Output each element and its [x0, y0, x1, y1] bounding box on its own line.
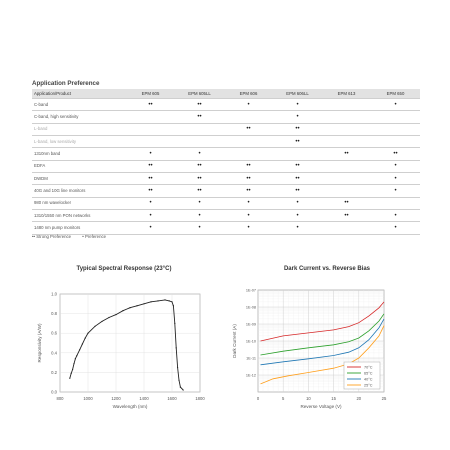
dark-current-chart — [230, 282, 420, 432]
preference-cell: •• — [126, 99, 175, 111]
preference-cell: • — [371, 222, 420, 234]
preference-cell — [224, 148, 273, 160]
application-name-cell: 1310/1550 nm PON networks — [32, 210, 126, 222]
data-point — [178, 380, 179, 381]
preference-cell: •• — [126, 185, 175, 197]
preference-cell: • — [175, 197, 224, 209]
y-tick-label: 0.8 — [51, 311, 57, 317]
application-name-cell: 40G and 10G line monitors — [32, 185, 126, 197]
legend-label: 65°C — [364, 371, 373, 376]
y-tick-label: 0.6 — [51, 330, 57, 336]
data-point — [183, 389, 184, 390]
preference-cell: • — [126, 148, 175, 160]
x-axis-label: Reverse Voltage (V) — [300, 404, 342, 409]
preference-cell — [126, 123, 175, 135]
x-tick-label: 1400 — [139, 396, 149, 401]
column-header: Application/Product — [32, 89, 126, 99]
preference-cell: • — [126, 222, 175, 234]
table-row — [32, 160, 420, 172]
preference-cell: •• — [224, 123, 273, 135]
legend-label: 25°C — [364, 383, 373, 388]
preference-cell: • — [371, 210, 420, 222]
preference-legend — [32, 234, 116, 239]
data-point — [150, 301, 151, 302]
x-tick-label: 1800 — [195, 396, 205, 401]
preference-cell: •• — [322, 210, 371, 222]
legend-label: 40°C — [364, 377, 373, 382]
preference-cell — [126, 111, 175, 123]
preference-cell: •• — [273, 136, 322, 148]
column-header: EPM 606LL — [273, 89, 322, 99]
x-axis-label: Wavelength (nm) — [112, 404, 148, 409]
preference-cell — [322, 99, 371, 111]
data-point — [108, 317, 109, 318]
preference-cell: •• — [175, 185, 224, 197]
data-point — [136, 305, 137, 306]
y-tick-label: 0.0 — [51, 389, 57, 395]
preference-cell: • — [175, 222, 224, 234]
y-tick-label: 1.0 — [51, 291, 57, 297]
section-title: Application Preference — [32, 80, 100, 87]
application-name-cell: C-band — [32, 99, 126, 111]
preference-cell: •• — [175, 160, 224, 172]
y-tick-label: 1E-08 — [245, 305, 256, 310]
x-tick-label: 15 — [331, 396, 336, 401]
data-point — [174, 323, 175, 324]
data-point — [73, 363, 74, 364]
y-tick-label: 1E-10 — [245, 339, 256, 344]
x-tick-label: 1600 — [167, 396, 177, 401]
table-row — [32, 222, 420, 234]
preference-cell: •• — [224, 185, 273, 197]
application-name-cell: L-band, low sensitivity — [32, 136, 126, 148]
preference-cell: • — [175, 148, 224, 160]
preference-cell: • — [273, 222, 322, 234]
table-row — [32, 185, 420, 197]
table-row — [32, 123, 420, 135]
preference-cell: • — [175, 210, 224, 222]
preference-cell: • — [273, 210, 322, 222]
preference-cell: • — [224, 210, 273, 222]
preference-cell: • — [126, 210, 175, 222]
data-point — [85, 338, 86, 339]
preference-cell: • — [224, 222, 273, 234]
legend-label: 70°C — [364, 365, 373, 370]
y-axis-label: Dark Current (A) — [232, 324, 237, 358]
preference-cell: •• — [322, 148, 371, 160]
data-point — [143, 303, 144, 304]
application-name-cell: 980 nm wavelocker — [32, 197, 126, 209]
data-point — [82, 343, 83, 344]
preference-cell: •• — [224, 160, 273, 172]
preference-cell: •• — [273, 185, 322, 197]
preference-cell: • — [371, 99, 420, 111]
x-tick-label: 25 — [381, 396, 387, 401]
application-name-cell: L-band — [32, 123, 126, 135]
table-header-row — [32, 89, 420, 99]
data-point — [72, 369, 73, 370]
preference-cell — [175, 136, 224, 148]
preference-cell: • — [224, 197, 273, 209]
x-tick-label: 0 — [256, 396, 260, 401]
x-tick-label: 1000 — [83, 396, 93, 401]
preference-cell — [322, 185, 371, 197]
preference-cell: • — [371, 173, 420, 185]
data-point — [75, 358, 76, 359]
preference-cell — [371, 111, 420, 123]
data-point — [71, 373, 72, 374]
preference-cell — [371, 123, 420, 135]
preference-cell: • — [371, 160, 420, 172]
preference-cell — [273, 148, 322, 160]
y-axis-label: Responsivity (A/W) — [37, 323, 42, 363]
column-header: EPM 613 — [322, 89, 371, 99]
table-row — [32, 99, 420, 111]
preference-cell: •• — [273, 123, 322, 135]
dark-current-chart-title: Dark Current vs. Reverse Bias — [283, 266, 371, 272]
y-tick-label: 1E-09 — [245, 322, 256, 327]
preference-cell — [224, 111, 273, 123]
data-point — [177, 367, 178, 368]
table-row — [32, 173, 420, 185]
y-tick-label: 1E-12 — [245, 373, 256, 378]
preference-cell: •• — [322, 197, 371, 209]
preference-cell: • — [273, 99, 322, 111]
application-name-cell: DWDM — [32, 173, 126, 185]
x-tick-label: 1200 — [111, 396, 121, 401]
legend-preference: • Preference — [82, 234, 106, 239]
data-point — [157, 300, 158, 301]
table-row — [32, 210, 420, 222]
y-tick-label: 1E-07 — [245, 288, 256, 293]
data-point — [69, 378, 70, 379]
preference-cell — [322, 136, 371, 148]
preference-cell — [322, 222, 371, 234]
data-point — [79, 349, 80, 350]
preference-cell: •• — [126, 160, 175, 172]
data-point — [129, 307, 130, 308]
y-tick-label: 0.2 — [51, 369, 57, 375]
preference-cell — [322, 173, 371, 185]
preference-cell: •• — [175, 111, 224, 123]
data-point — [171, 301, 172, 302]
preference-cell: •• — [273, 160, 322, 172]
data-point — [101, 321, 102, 322]
data-point — [94, 326, 95, 327]
y-tick-label: 0.4 — [51, 350, 57, 356]
preference-cell — [224, 136, 273, 148]
preference-cell: •• — [175, 99, 224, 111]
table-row — [32, 197, 420, 209]
preference-cell — [175, 123, 224, 135]
data-point — [122, 310, 123, 311]
preference-cell: • — [371, 185, 420, 197]
preference-cell: •• — [371, 148, 420, 160]
spectral-response-chart — [32, 282, 222, 432]
column-header: EPM 605LL — [175, 89, 224, 99]
data-point — [176, 347, 177, 348]
x-tick-label: 10 — [306, 396, 311, 401]
preference-cell — [322, 111, 371, 123]
x-tick-label: 20 — [356, 396, 362, 401]
preference-cell — [322, 160, 371, 172]
preference-cell — [126, 136, 175, 148]
x-tick-label: 5 — [282, 396, 285, 401]
column-header: EPM 606 — [224, 89, 273, 99]
preference-cell: • — [224, 99, 273, 111]
y-tick-label: 1E-11 — [246, 356, 256, 361]
column-header: EPM 650 — [371, 89, 420, 99]
preference-cell — [371, 197, 420, 209]
data-point — [76, 355, 77, 356]
preference-cell — [371, 136, 420, 148]
legend-strong-preference: •• Strong Preference — [32, 234, 72, 239]
column-header: EPM 605 — [126, 89, 175, 99]
application-name-cell: 1480 nm pump monitors — [32, 222, 126, 234]
data-point — [173, 305, 174, 306]
application-name-cell: C-band, high sensitivity — [32, 111, 126, 123]
application-name-cell: 1310nm band — [32, 148, 126, 160]
table-row — [32, 136, 420, 148]
preference-cell: • — [273, 111, 322, 123]
data-point — [164, 299, 165, 300]
application-name-cell: EDFA — [32, 160, 126, 172]
table-row — [32, 148, 420, 160]
spectral-chart-title: Typical Spectral Response (23°C) — [76, 266, 172, 272]
preference-cell: •• — [224, 173, 273, 185]
data-point — [115, 314, 116, 315]
preference-cell — [322, 123, 371, 135]
preference-cell: •• — [273, 173, 322, 185]
preference-cell: •• — [126, 173, 175, 185]
x-tick-label: 800 — [56, 396, 64, 401]
data-point — [87, 333, 88, 334]
data-point — [180, 387, 181, 388]
data-point — [169, 300, 170, 301]
table-row — [32, 111, 420, 123]
preference-cell: •• — [175, 173, 224, 185]
preference-cell: • — [273, 197, 322, 209]
preference-cell: • — [126, 197, 175, 209]
application-preference-table — [32, 89, 420, 235]
